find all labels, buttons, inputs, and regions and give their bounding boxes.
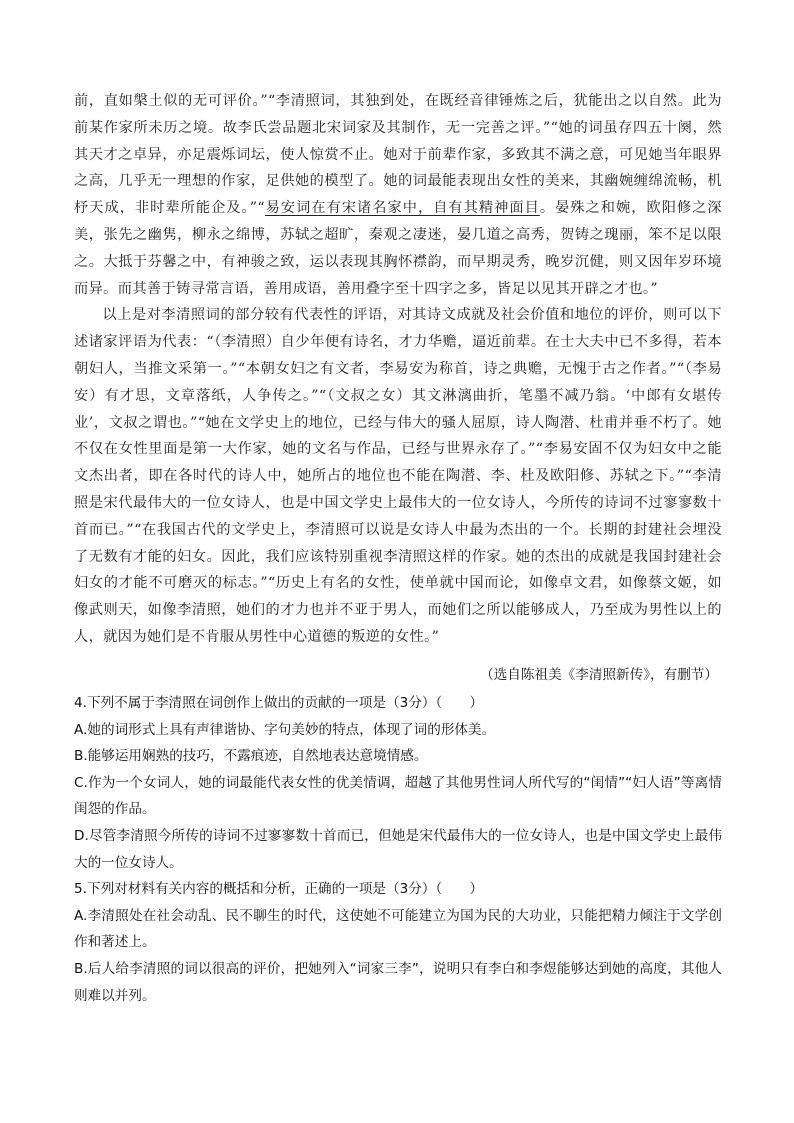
passage-source: （选自陈祖美《李清照新传》，有删节） [480, 667, 718, 683]
question-4-option-d: D.尽管李清照今所传的诗词不过寥寥数十首而已，但她是宋代最伟大的一位女诗人，也是中国文学史上最伟大的一位女诗人。 [74, 827, 722, 871]
question-5-stem: 5.下列对材料有关内容的概括和分析，正确的一项是（3分）（ ） [74, 881, 484, 898]
passage-body [74, 88, 722, 651]
underlined-sentence: 易安词在有宋诸名家中，自有其精神面目 [265, 200, 540, 217]
question-4-stem: 4.下列不属于李清照在词创作上做出的贡献的一项是（3分）（ ） [74, 695, 484, 711]
question-4-option-a: A.她的词形式上具有声律谐协、字句美妙的特点，体现了词的形体美。 [74, 721, 496, 738]
questions-section [74, 690, 722, 1009]
question-4-option-b: B.能够运用娴熟的技巧，不露痕迹，自然地表达意境情感。 [74, 748, 428, 765]
question-5-option-b: B.后人给李清照的词以很高的评价，把她列入“词家三李”，说明只有李白和李煜能够达到她的高度，其他人则难以并列。 [74, 960, 722, 1004]
passage-paragraph-1 [74, 88, 722, 302]
question-5-option-a: A.李清照处在社会动乱、民不聊生的时代，这使她不可能建立为国为民的大功业，只能把精力倾注于文学创作和著述上。 [74, 907, 722, 951]
passage-text: 前，直如槃土似的无可评价。”“李清照词，其独到处，在既经音律锤炼之后，犹能出之以自然。此为前某作家所未历之境。故李氏尝品题北宋词家及其制作，无一完善之评。”“她的词虽存四五十阕，然其天才之卓异，亦足震烁词坛，使人惊赏不止。她对于前辈作家，多致其不满之意，可见她当年眼界之高，几乎无一理想的作家，足供她的模型了。她的词最能表现出女性的美来，其幽婉缠绵流畅，机杼天成，非时辈所能企及。”“ [74, 93, 722, 217]
passage-text: 。晏殊之和婉，欧阳修之深美，张先之幽隽，柳永之绵博，苏轼之超旷，秦观之凄迷，晏几道之高秀，贺铸之瑰丽，笨不足以限之。大抵于芬馨之中，有神骏之致，运以表现其胸怀襟韵，而早期灵秀，晚岁沉健，则又因年岁环境而异。而其善于铸寻常言语，善用成语，善用叠字至十四字之多，皆足以见其开辟之才也。” [74, 200, 722, 297]
passage-paragraph-2: 以上是对李清照词的部分较有代表性的评语，对其诗文成就及社会价值和地位的评价，则可以下述诸家评语为代表：“（李清照）自少年便有诗名，才力华赡，逼近前辈。在士大夫中已不多得，若本朝妇人，当推文采第一。”“本朝女妇之有文者，李易安为称首，诗之典赡，无愧于古之作者。”“（李易安）有才思，文章落纸，人争传之。”“（文叔之女）其文淋漓曲折，笔墨不减乃翁。‘中郎有女堪传业’，文叔之谓也。”“她在文学史上的地位，已经与伟大的骚人屈原，诗人陶潜、杜甫并垂不朽了。她不仅在女性里面是第一大作家，她的文名与作品，已经与世界永存了。”“李易安固不仅为妇女中之能文杰出者，即在各时代的诗人中，她所占的地位也不能在陶潜、李、杜及欧阳修、苏轼之下。”“李清照是宋代最伟大的一位女诗人，也是中国文学史上最伟大的一位女诗人，今所传的诗词不过寥寥数十首而已。”“在我国古代的文学史上，李清照可以说是女诗人中最为杰出的一个。长期的封建社会埋没了无数有才能的妇女。因此，我们应该特别重视李清照这样的作家。她的杰出的成就是我国封建社会妇女的才能不可磨灭的标志。”“历史上有名的女性，使单就中国而论，如像卓文君，如像蔡文姬，如像武则天，如像李清照，她们的才力也并不亚于男人，而她们之所以能够成人，乃至成为男性以上的人，就因为她们是不肯服从男性中心道德的叛逆的女性。” [74, 307, 722, 645]
question-4-option-c: C.作为一个女词人，她的词最能代表女性的优美情调，超越了其他男性词人所代写的“闺情”“妇人语”等离情闺怨的作品。 [74, 774, 722, 818]
